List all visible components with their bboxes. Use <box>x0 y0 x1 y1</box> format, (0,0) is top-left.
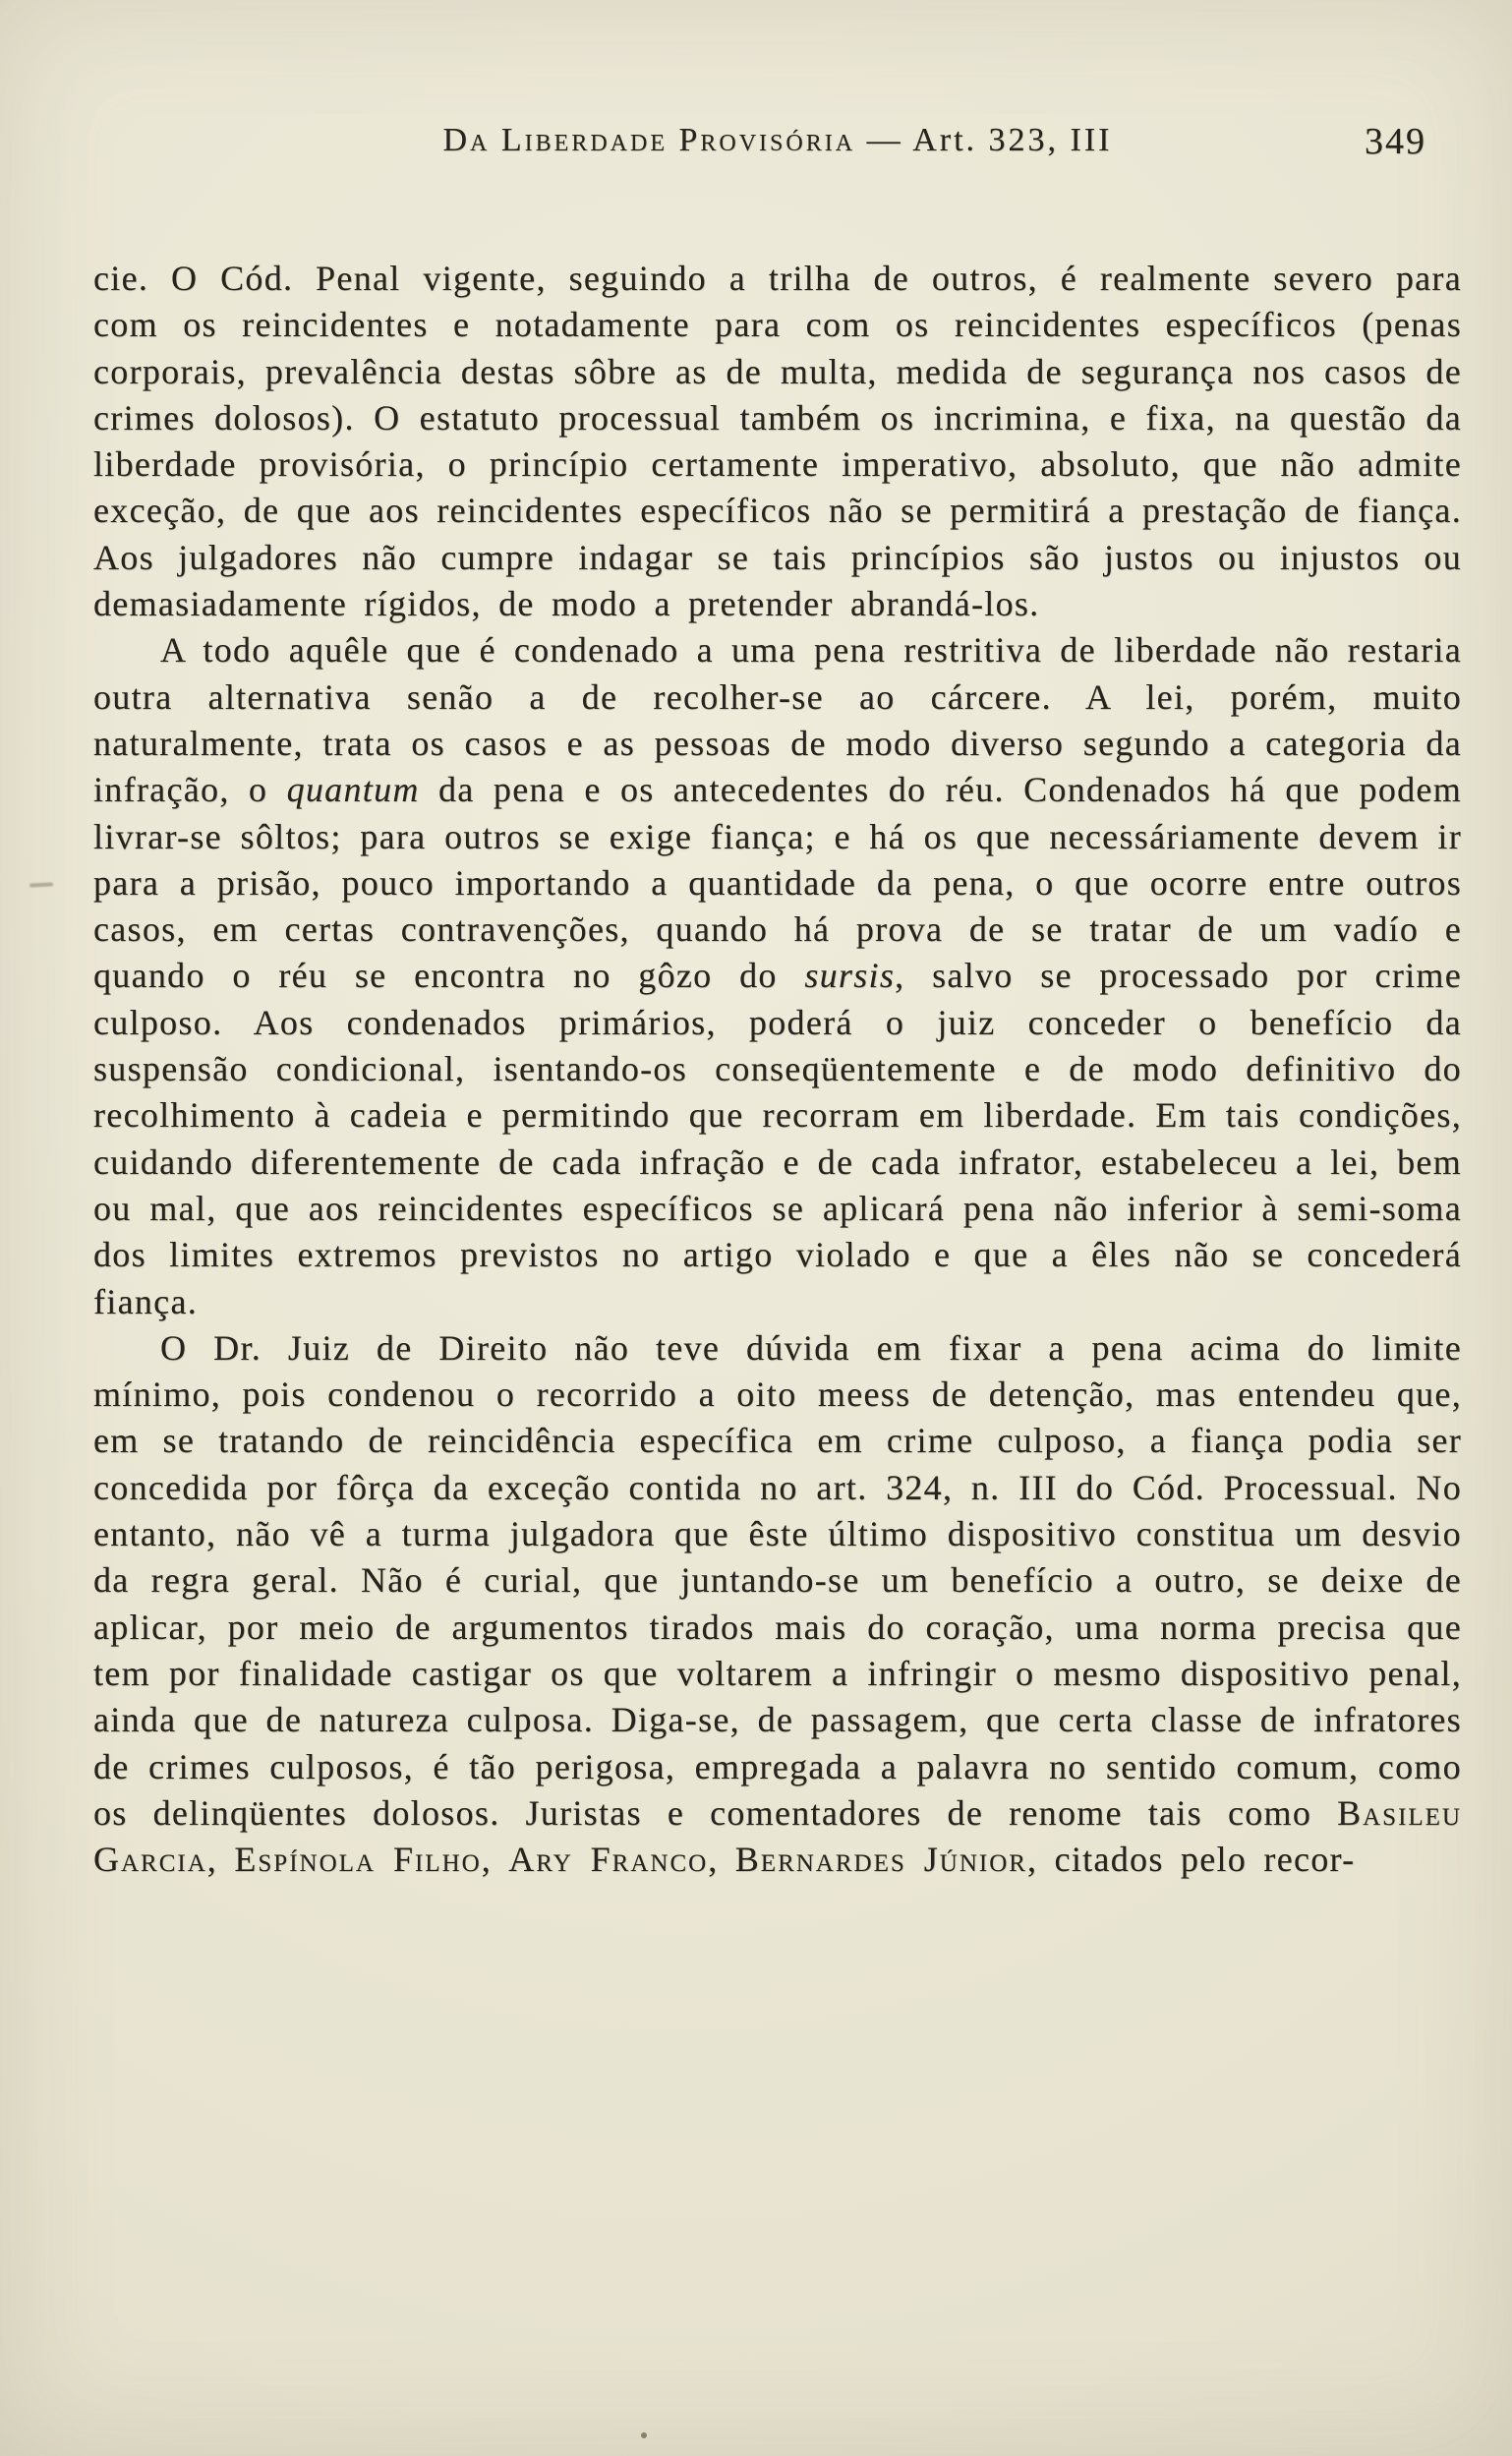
text-run: A todo aquêle que é condenado a uma pena restritiva de liberdade não restaria outra alternativa senão a de recolher-se ao cárcere. A lei, porém, muito naturalmente, trata os casos e as pessoas de modo diverso segundo a categoria da infração, o <box>93 630 1462 810</box>
paragraph <box>93 627 1462 1324</box>
text-run-italic: quantum <box>286 770 420 810</box>
page-header <box>93 122 1462 169</box>
text-run: cie. O Cód. Penal vigente, seguindo a trilha de outros, é realmente severo para com os reincidentes e notadamente para com os reincidentes específicos (penas corporais, prevalência destas sôbre as de multa, medida de segurança nos casos de crimes dolosos). O estatuto processual também os incrimina, e fixa, na questão da liberdade provisória, o princípio certamente imperativo, absoluto, que não admite exceção, de que aos reincidentes específicos não se permitirá a prestação de fiança. Aos julgadores não cumpre indagar se tais princípios são justos ou injustos ou demasiadamente rígidos, de modo a pretender abrandá-los. <box>93 259 1462 624</box>
text-run: , citados pelo recor- <box>1026 1840 1356 1880</box>
text-run-smallcaps: Ary Franco <box>508 1840 709 1880</box>
running-title-article: — Art. 323, III <box>855 122 1113 158</box>
paper-speck <box>641 2432 647 2438</box>
body-text <box>93 256 1462 1883</box>
paragraph <box>93 256 1462 627</box>
text-run: da pena e os antecedentes do réu. Condenados há que podem livrar-se sôltos; para outros se exige fiança; e há os que necessáriamente devem ir para a prisão, pouco importando a quantidade da pena, o que ocorre entre outros casos, em certas contravenções, quando há prova de se tratar de um vadío e quando o réu se encontra no gôzo do <box>93 770 1463 996</box>
margin-pencil-mark <box>29 882 53 887</box>
paragraph <box>93 1325 1462 1884</box>
running-title-chapter: Da Liberdade Provisória <box>442 122 856 158</box>
text-run-smallcaps: Bernardes Júnior <box>734 1840 1027 1880</box>
text-run-italic: sursis <box>804 956 896 996</box>
text-run: , <box>206 1840 235 1880</box>
text-run: , <box>481 1840 509 1880</box>
text-run-smallcaps: Basileu Garcia <box>93 1792 1462 1880</box>
text-run: O Dr. Juiz de Direito não teve dúvida em fixar a pena acima do limite mínimo, pois condenou o recorrido a oito meess de detenção, mas entendeu que, em se tratando de reincidência específica em crime culposo, a fiança podia ser concedida por fôrça da exceção contida no art. 324, n. III do Cód. Processual. No entanto, não vê a turma julgadora que êste último dispositivo constitua um desvio da regra geral. Não é curial, que juntando-se um benefício a outro, se deixe de aplicar, por meio de argumentos tirados mais do coração, uma norma precisa que tem por finalidade castigar os que voltarem a infringir o mesmo dispositivo penal, ainda que de natureza culposa. Diga-se, de passagem, que certa classe de infratores de crimes culposos, é tão perigosa, empregada a palavra no sentido comum, como os delinqüentes dolosos. Juristas e comentadores de renome tais como <box>93 1327 1462 1833</box>
text-run: , salvo se processado por crime culposo. Aos condenados primários, poderá o juiz conceder o benefício da suspensão condicional, isentando-os conseqüentemente e de modo definitivo do recolhimento à cadeia e permitindo que recorram em liberdade. Em tais condições, cuidando diferentemente de cada infração e de cada infrator, estabeleceu a lei, bem ou mal, que aos reincidentes específicos se aplicará pena não inferior à semi-soma dos limites extremos previstos no artigo violado e que a êles não se concederá fiança. <box>93 956 1462 1321</box>
text-run-smallcaps: Espínola Filho <box>234 1840 482 1880</box>
running-title <box>93 122 1462 159</box>
text-run: , <box>708 1840 735 1880</box>
page-number: 349 <box>1365 121 1426 162</box>
